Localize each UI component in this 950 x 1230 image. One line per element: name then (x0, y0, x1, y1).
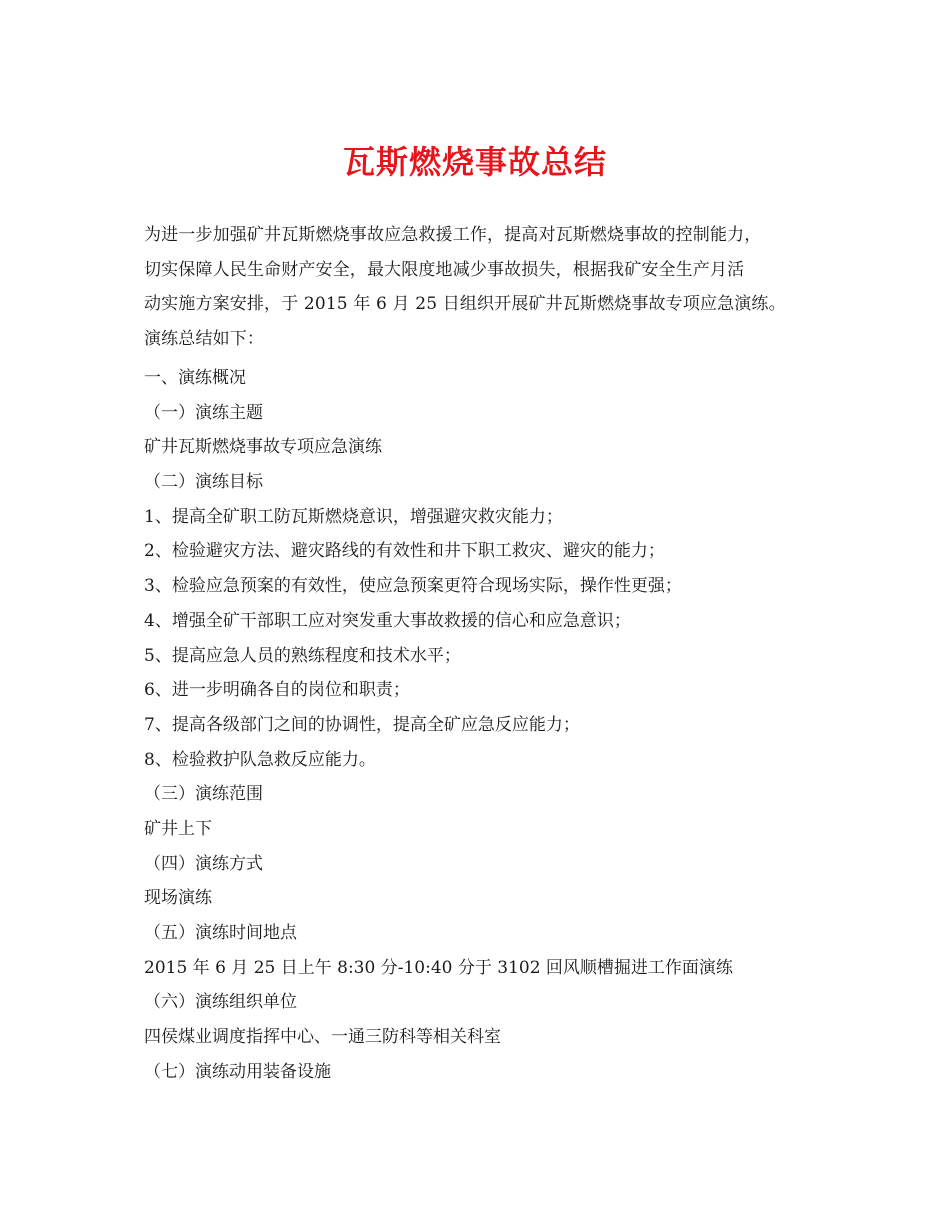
subsection-heading: （一）演练主题 (144, 402, 263, 423)
list-item: 2、检验避灾方法、避灾路线的有效性和井下职工救灾、避灾的能力； (144, 541, 665, 562)
body-text-line: 矿井上下 (144, 818, 212, 839)
body-text-line: 四侯煤业调度指挥中心、一通三防科等相关科室 (144, 1027, 501, 1048)
list-item: 4、增强全矿干部职工应对突发重大事故救援的信心和应急意识； (144, 610, 631, 631)
subsection-heading: （七）演练动用装备设施 (144, 1061, 331, 1082)
intro-line: 切实保障人民生命财产安全，最大限度地减少事故损失，根据我矿安全生产月活 (144, 259, 745, 280)
intro-line: 为进一步加强矿井瓦斯燃烧事故应急救援工作，提高对瓦斯燃烧事故的控制能力， (144, 225, 762, 245)
section-heading: 一、演练概况 (144, 368, 246, 388)
list-item: 7、提高各级部门之间的协调性，提高全矿应急反应能力； (144, 714, 580, 735)
body-text-line: 矿井瓦斯燃烧事故专项应急演练 (144, 437, 382, 458)
subsection-heading: （五）演练时间地点 (144, 923, 297, 943)
list-item: 1、提高全矿职工防瓦斯燃烧意识，增强避灾救灾能力； (144, 506, 563, 527)
intro-line: 演练总结如下： (144, 329, 265, 350)
subsection-heading: （二）演练目标 (144, 472, 263, 493)
document-title: 瓦斯燃烧事故总结 (342, 143, 607, 181)
body-text-line: 现场演练 (144, 888, 212, 909)
list-item: 5、提高应急人员的熟练程度和技术水平； (144, 645, 461, 666)
subsection-heading: （三）演练范围 (144, 784, 263, 805)
intro-paragraph (144, 218, 812, 357)
body-text-line: 2015 年 6 月 25 日上午 8:30 分-10:40 分于 3102 回风顺槽掘进工作面演练 (144, 957, 733, 978)
list-item: 3、检验应急预案的有效性，使应急预案更符合现场实际，操作性更强； (144, 576, 682, 597)
list-item: 6、进一步明确各自的岗位和职责； (144, 680, 410, 701)
list-item: 8、检验救护队急救反应能力。 (144, 749, 376, 770)
subsection-heading: （四）演练方式 (144, 853, 263, 874)
document-body (144, 361, 812, 1089)
subsection-heading: （六）演练组织单位 (144, 992, 297, 1013)
intro-line: 动实施方案安排，于 2015 年 6 月 25 日组织开展矿井瓦斯燃烧事故专项应急演练。 (144, 294, 786, 315)
